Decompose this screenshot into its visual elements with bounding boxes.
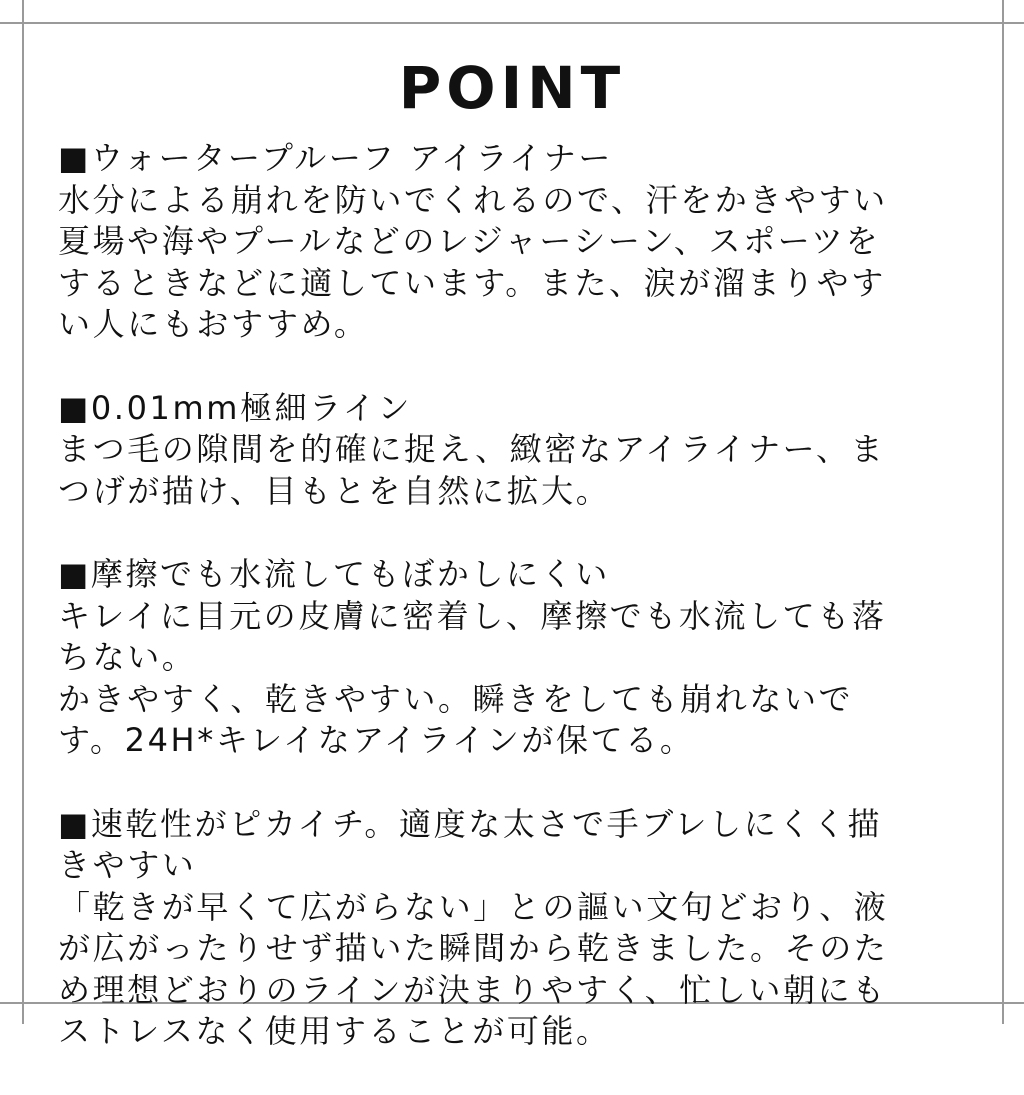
section-text-line: きやすい xyxy=(58,846,197,884)
grid-line-left xyxy=(22,0,24,1024)
grid-line-right xyxy=(1002,0,1004,1024)
point-content xyxy=(58,138,968,1095)
section-heading: ■0.01mm極細ライン xyxy=(58,388,413,427)
section-text-line: かきやすく、乾きやすい。瞬きをしても崩れないで xyxy=(58,679,854,718)
section-text-line: つげが描け、目もとを自然に拡大。 xyxy=(58,471,611,510)
section-text-line: 夏場や海やプールなどのレジャーシーン、スポーツを xyxy=(58,222,881,260)
section-text-line: が広がったりせず描いた瞬間から乾きました。そのた xyxy=(58,929,889,967)
grid-line-top xyxy=(0,22,1024,24)
section-waterproof xyxy=(58,138,968,346)
section-text-line: い人にもおすすめ。 xyxy=(58,305,369,343)
section-smudge-proof xyxy=(58,554,968,762)
section-text-line: するときなどに適しています。また、涙が溜まりやす xyxy=(58,263,886,302)
section-heading: ■速乾性がピカイチ。適度な太さで手ブレしにくく描 xyxy=(58,804,883,843)
section-text-line: す。24H*キレイなアイラインが保てる。 xyxy=(58,721,695,759)
section-quick-dry xyxy=(58,804,968,1053)
section-text-line: 水分による崩れを防いでくれるので、汗をかきやすい xyxy=(58,180,888,219)
page-title: POINT xyxy=(398,54,626,122)
section-heading: ■ウォータープルーフ アイライナー xyxy=(58,139,614,177)
section-text-line: まつ毛の隙間を的確に捉え、緻密なアイライナー、ま xyxy=(58,430,886,468)
section-text-line: キレイに目元の皮膚に密着し、摩擦でも水流しても落 xyxy=(58,596,887,635)
section-text-line: め理想どおりのラインが決まりやすく、忙しい朝にも xyxy=(58,970,887,1009)
section-text-line: ちない。 xyxy=(58,638,197,676)
section-heading: ■摩擦でも水流してもぼかしにくい xyxy=(58,555,610,593)
section-text-line: 「乾きが早くて広がらない」との謳い文句どおり、液 xyxy=(58,887,889,926)
section-fine-line xyxy=(58,388,968,513)
section-text-line: ストレスなく使用することが可能。 xyxy=(58,1012,611,1050)
